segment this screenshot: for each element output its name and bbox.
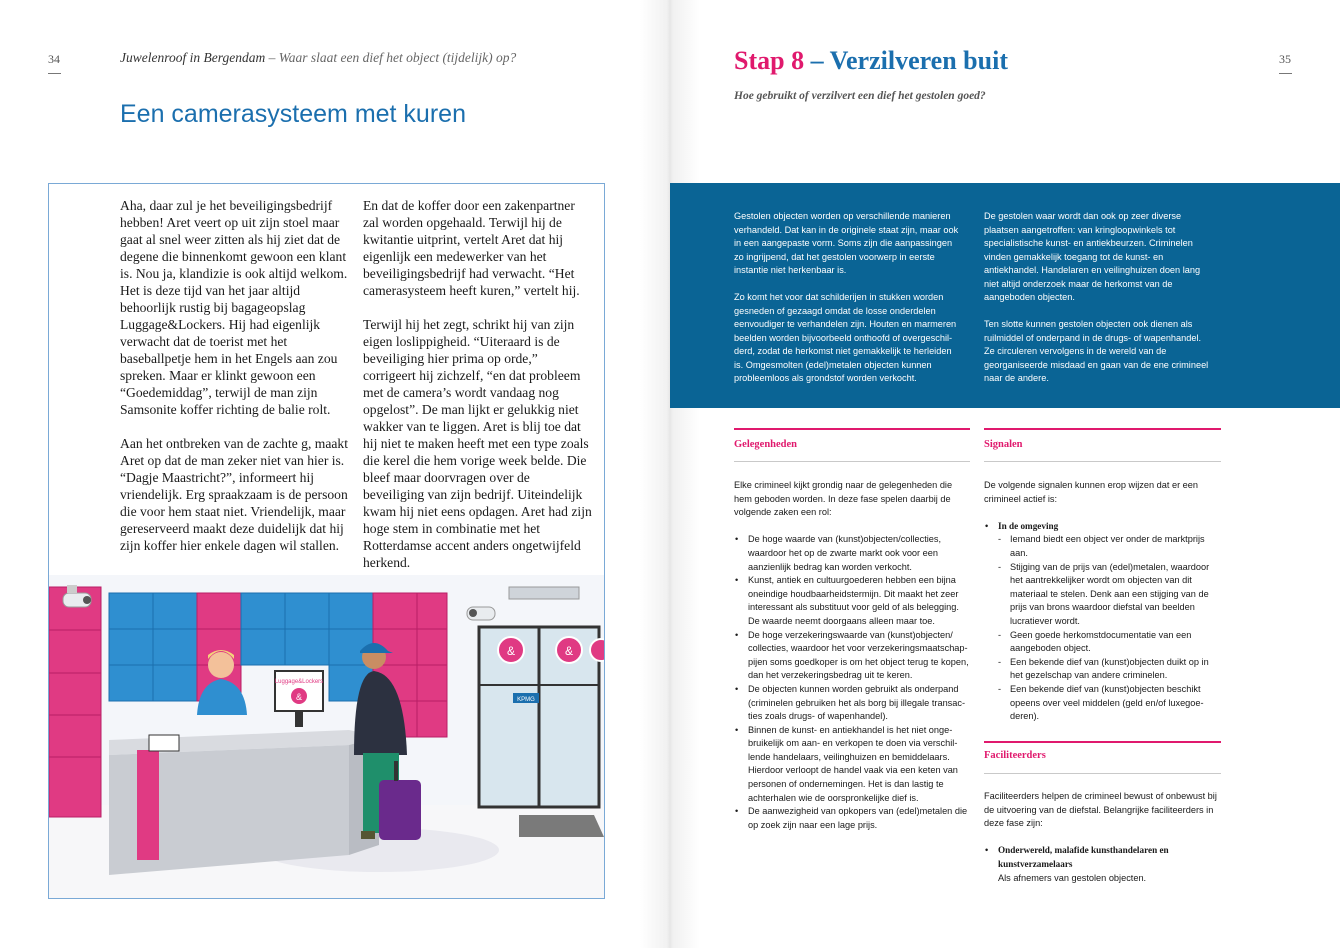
sign-text: Luggage&Lockers xyxy=(274,679,324,685)
section-divider xyxy=(734,461,970,462)
faciliteerders-intro: Faciliteerders helpen de crimineel bewust of onbewust bij de uitvoering van de diefstal. Belangrijke faciliteerders in deze fase zijn: xyxy=(984,791,1217,829)
faciliteerders-body xyxy=(984,790,1220,885)
svg-text:&: & xyxy=(564,644,574,658)
signalen-title: Signalen xyxy=(984,439,1023,450)
page-number-rule xyxy=(1279,73,1292,74)
section-divider xyxy=(984,773,1221,774)
gelegenheden-body xyxy=(734,479,970,832)
list-item: - Een bekende dief van (kunst)objecten beschikt opeens over veel middelen (geld en/of luxegoederen). xyxy=(984,683,1210,724)
list-item: - Iemand biedt een object ver onder de marktprijs aan. xyxy=(984,533,1210,560)
story-paragraph: Aan het ontbreken van de zachte g, maakt Aret op dat de man zeker niet van hier is. “Dagje Maastricht?”, informeert hij vriendelijk. Erg spraakzaam is de persoon die voor hem staat niet. Vriendelijk, maar gereserveerd maakt deze duidelijk dat hij zijn koffer hier enkele dagen wil stallen. xyxy=(120,436,348,553)
gelegenheden-title: Gelegenheden xyxy=(734,439,797,450)
page-number-right: 35 xyxy=(1279,52,1291,66)
story-paragraph: Aha, daar zul je het beveiligingsbedrijf hebben! Aret veert op uit zijn stoel maar gaat al snel weer zitten als hij ziet dat de degene die binnenkomt gewoon een klant is. Nou ja, klandizie is ook altijd welkom. Het is deze tijd van het jaar altijd behoorlijk rustig bij bagageopslag Luggage&Lockers. Hij had eigenlijk verwacht dat de toerist met het baseballpetje hem in het Engels aan zou spreken. Maar er klinkt gewoon een “Goedemiddag”, terwijl de man zijn Samsonite koffer richting de balie rolt. xyxy=(120,198,348,417)
list-item: • De aanwezigheid van opkopers van (edel)metalen die op zoek zijn naar een lage prijs. xyxy=(734,805,970,832)
section-rule xyxy=(984,428,1221,430)
signalen-sublist xyxy=(984,533,1210,723)
signalen-intro: De volgende signalen kunnen erop wijzen dat er een crimineel actief is: xyxy=(984,480,1199,504)
list-item: • De hoge waarde van (kunst)objecten/collecties, waardoor het op de zwarte markt ook voor een aanzienlijk bedrag kan worden verkocht. xyxy=(734,533,970,574)
intro-column-2 xyxy=(984,210,1210,399)
intro-paragraph: De gestolen waar wordt dan ook op zeer diverse plaatsen aangetroffen: van kringloopwinkels tot specialistische kunst- en antiekbeurzen. Criminelen vinden gemakkelijk toegang tot de kunst- en antiekhandel. Handelaren en veilinghuizen doen lang niet altijd onderzoek maar de herkomst van de aangeboden objecten. xyxy=(984,211,1201,302)
step-number: Stap 8 xyxy=(734,46,805,75)
sign-logo: & xyxy=(295,692,303,702)
door-sign: KPMG xyxy=(517,697,535,703)
list-item: - Een bekende dief van (kunst)objecten duikt op in het gezelschap van andere criminelen. xyxy=(984,656,1210,683)
gelegenheden-intro: Elke crimineel kijkt grondig naar de gelegenheden die hem geboden worden. In deze fase spelen daarbij de volgende zaken een rol: xyxy=(734,480,953,518)
story-heading: Een camerasysteem met kuren xyxy=(120,100,466,128)
signalen-group-label: • In de omgeving xyxy=(984,520,1210,534)
list-item: • De hoge verzekeringswaarde van (kunst)objecten/ collecties, waardoor het voor verzekeringsmaatschappijen soms goedkoper is om het object terug te kopen, dan het verzekeringsbedrag uit te keren. xyxy=(734,629,970,683)
intro-paragraph: Ten slotte kunnen gestolen objecten ook dienen als ruilmiddel of onderpand in de drugs- of wapenhandel. Ze circuleren vervolgens in de wereld van de georganiseerde misdaad en gaan van de ene crimineel naar de andere. xyxy=(984,319,1209,383)
step-title: – Verzilveren buit xyxy=(810,46,1008,75)
running-head-subtitle: – Waar slaat een dief het object (tijdelijk) op? xyxy=(268,50,517,65)
list-item: - Geen goede herkomstdocumentatie van een aangeboden object. xyxy=(984,629,1210,656)
section-rule xyxy=(734,428,970,430)
story-paragraph: En dat de koffer door een zakenpartner zal worden opgehaald. Terwijl hij de kwitantie uitprint, vertelt Aret dat hij eigenlijk een medewerker van het beveiligingsbedrijf had verwacht. “Het camerasysteem heeft kuren,” vertelt hij. xyxy=(363,198,580,298)
signalen-list xyxy=(984,520,1210,534)
list-item: • Binnen de kunst- en antiekhandel is het niet ongebruikelijk om aan- en verkopen te doen via verschillende handelaars, veilinghuizen en bemiddelaars. Hierdoor verloopt de handel vaak via een keten van personen of ondernemingen. Het is dan lastig te achterhalen wie de oorspronkelijke dief is. xyxy=(734,724,970,806)
intro-paragraph: Gestolen objecten worden op verschillende manieren verhandeld. Dat kan in de originele staat zijn, maar ook in een aangepaste vorm. Soms zijn die aanpassingen zo ingrijpend, dat het gestolen voorwerp in eerste instantie niet herkenbaar is. xyxy=(734,211,959,275)
luggage-store-illustration xyxy=(49,575,604,898)
story-paragraph: Terwijl hij het zegt, schrikt hij van zijn eigen loslippigheid. “Uiteraard is de beveiliging hier prima op orde,” corrigeert hij zichzelf, “en dat probleem met de camera’s wordt vandaag nog opgelost”. De man lijkt er gelukkig niet wakker van te liggen. Aret is blij toe dat hij niet te maken heeft met een type zoals die kerel die hem vorige week belde. Die bleef maar doorvragen over de beveiliging van zijn bedrijf. Uiteindelijk kwam hij niet eens opdagen. Aret had zijn hoge stem in combinatie met het Rotterdamse accent anders ongetwijfeld herkend. xyxy=(363,317,592,570)
running-head-title: Juwelenroof in Bergendam xyxy=(120,50,266,65)
faciliteerders-list xyxy=(984,844,1220,871)
running-head xyxy=(120,50,516,66)
list-item: • De objecten kunnen worden gebruikt als onderpand (criminelen gebruiken het als borg bij illegale transacties zoals drugs- of wapenhandel). xyxy=(734,683,970,724)
gelegenheden-list xyxy=(734,533,970,832)
intro-column-1 xyxy=(734,210,960,399)
step-subtitle: Hoe gebruikt of verzilvert een dief het gestolen goed? xyxy=(734,90,986,102)
story-column-2 xyxy=(363,197,593,588)
section-rule xyxy=(984,741,1221,743)
page-number-rule xyxy=(48,73,61,74)
story-column-1 xyxy=(120,197,352,571)
section-divider xyxy=(984,461,1221,462)
signalen-body xyxy=(984,479,1210,724)
book-gutter xyxy=(640,0,700,948)
page-number-left: 34 xyxy=(48,52,60,66)
step-heading xyxy=(734,46,1008,76)
list-item: - Stijging van de prijs van (edel)metalen, waardoor het aantrekkelijker wordt om objecten van dit materiaal te stelen. Denk aan een stijging van de prijs van brons waardoor diefstal van beelden lucratiever wordt. xyxy=(984,561,1210,629)
faciliteerders-item-text: Als afnemers van gestolen objecten. xyxy=(998,872,1147,883)
intro-paragraph: Zo komt het voor dat schilderijen in stukken worden gesneden of gezaagd omdat de losse onderdelen eenvoudiger te verhandelen zijn. Houten en marmeren beelden worden bijvoorbeeld onthoofd of overgeschilderd, zodat de herkomst niet gemakkelijk te herleiden is. Omgesmolten (edel)metalen objecten kunnen probleemloos als grondstof worden verkocht. xyxy=(734,292,957,383)
faciliteerders-item-label: • Onderwereld, malafide kunsthandelaren en kunstverzamelaars xyxy=(984,844,1220,871)
svg-text:&: & xyxy=(506,644,516,658)
list-item: • Kunst, antiek en cultuurgoederen hebben een bijna oneindige houdbaarheidstermijn. Dit maakt het zeer interessant als substituut voor geld of als belegging. De waarde neemt doorgaans alleen maar toe. xyxy=(734,574,970,628)
faciliteerders-title: Faciliteerders xyxy=(984,750,1046,761)
